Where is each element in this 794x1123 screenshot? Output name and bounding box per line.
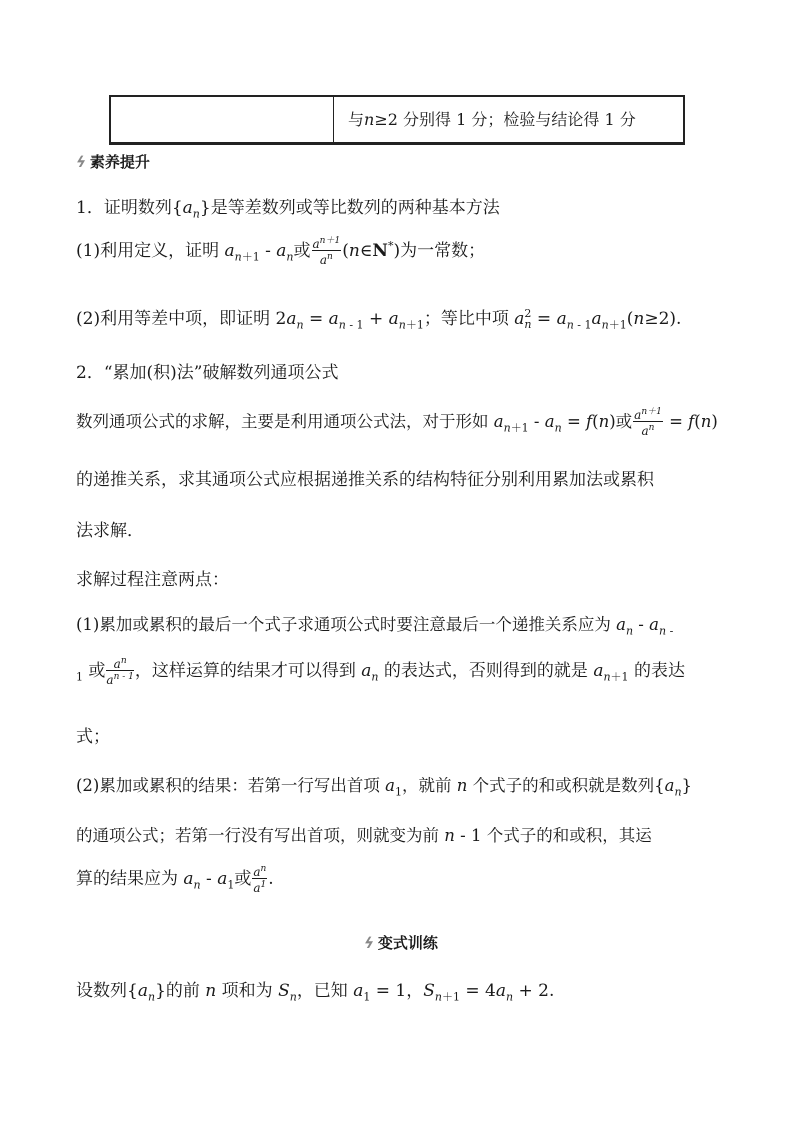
section-title: 变式训练 bbox=[377, 934, 438, 952]
section-header-practice bbox=[361, 932, 438, 953]
table-right-cell: 与n≥2 分别得 1 分；检验与结论得 1 分 bbox=[348, 110, 636, 129]
lightning-icon: ϟ bbox=[361, 934, 377, 952]
heading-2: 2．“累加(积)法”破解数列通项公式 bbox=[76, 363, 339, 383]
note-1-line-3: 式； bbox=[76, 727, 110, 747]
section-title: 素养提升 bbox=[89, 153, 150, 171]
para-recurrence-1: 数列通项公式的求解，主要是利用通项公式法，对于形如 $a_{n+1} - a_n = f(n)$或 $\frac{a^{n+1}}{a^n}$ = f(n) bbox=[76, 407, 718, 438]
note-2-line-3: 算的结果应为 $a_n - a_1$或 $\frac{a^n}{a^1}$ . bbox=[76, 864, 274, 895]
para-notes-title: 求解过程注意两点： bbox=[76, 570, 229, 590]
note-2-line-2: 的通项公式；若第一行没有写出首项，则就变为前 n - 1 个式子的和或积，其运 bbox=[76, 826, 652, 845]
note-1-line-1: (1)累加或累积的最后一个式子求通项公式时要注意最后一个递推关系应为 $a_n - a_{n -}$ bbox=[76, 615, 674, 638]
heading-1: 1．证明数列$\{a_n\}$是等差数列或等比数列的两种基本方法 bbox=[76, 198, 500, 221]
method-middle-term: (2)利用等差中项，即证明 $2a_n = a_{n - 1} + a_{n+1}$；等比中项 $a^2_n = a_{n - 1}a_{n+1}(n\ge 2)$. bbox=[76, 307, 682, 332]
para-recurrence-2: 的递推关系，求其通项公式应根据递推关系的结构特征分别利用累加法或累积 bbox=[76, 470, 654, 490]
section-header-literacy bbox=[73, 151, 150, 172]
note-1-line-2: $_1$ 或 $\frac{a^n}{a^{n - 1}}$ ，这样运算的结果才可以得到 $a_n$ 的表达式，否则得到的就是 $a_{n+1}$ 的表达 bbox=[76, 656, 685, 687]
note-2-line-1: (2)累加或累积的结果：若第一行写出首项 $a_1$，就前 n 个式子的和或积就是数列$\{a_n\}$ bbox=[76, 776, 693, 799]
lightning-icon: ϟ bbox=[73, 153, 89, 171]
exercise-statement: 设数列$\{a_n\}$的前 n 项和为 $S_n$，已知 $a_1 = 1$，$S_{n+1} = 4a_n + 2$. bbox=[76, 981, 555, 1004]
table-divider bbox=[333, 97, 334, 142]
score-table bbox=[109, 95, 685, 145]
para-recurrence-3: 法求解． bbox=[76, 521, 144, 541]
method-definition: (1)利用定义，证明 $a_{n+1} - a_n$或 $\frac{a^{n+1}}{a^n}$ (n∈N*)为一常数； bbox=[76, 236, 486, 267]
